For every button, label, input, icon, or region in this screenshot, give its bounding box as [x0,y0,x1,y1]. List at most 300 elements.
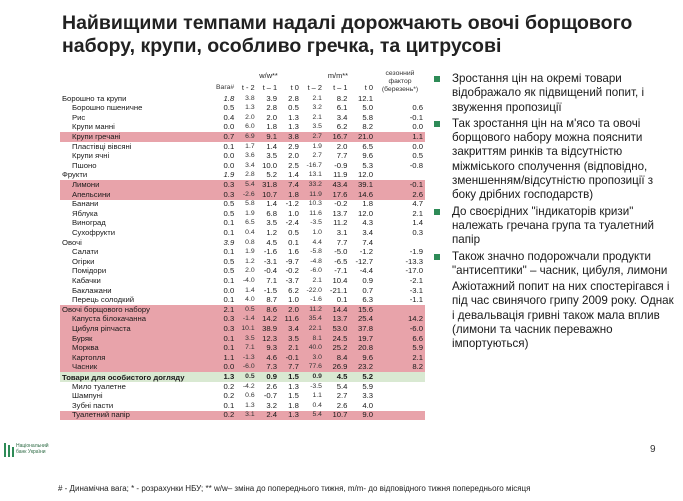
value-cell: 9.6 [362,151,373,161]
value-cell: 0.1 [288,237,299,247]
seasonal-factor-cell: 0.0 [412,122,423,132]
value-cell: 2.6 [336,400,348,410]
weight-header: Вага# [216,83,235,91]
value-cell: 1.3 [245,401,255,409]
table-row [60,295,425,305]
value-cell: 11.9 [301,190,324,200]
weight-cell: 1.9 [223,170,235,180]
row-label: Банани [72,199,99,209]
value-cell: 10.7 [324,411,350,421]
value-cell: -1.2 [359,247,373,257]
value-cell: 11.2 [301,305,324,315]
value-cell: 14.2 [257,315,279,325]
weight-cell: 1.1 [210,353,236,363]
value-cell: 10.3 [308,200,322,208]
value-cell: 5.9 [362,381,373,391]
seasonal-factor-cell: -0.8 [409,160,423,170]
weight-cell: 0.0 [223,122,235,132]
value-cell: 1.8 [279,190,301,200]
value-cell: -0.2 [334,199,348,209]
value-cell: 8.2 [362,122,373,132]
table-row [60,142,425,152]
row-label: Пшоно [72,160,97,170]
weight-cell: 0.1 [223,295,235,305]
value-cell: 1.0 [288,208,299,218]
value-cell: -9.7 [285,256,299,266]
table-row [60,286,425,296]
seasonal-factor-cell: 2.1 [375,353,425,363]
value-cell: 2.0 [245,113,255,121]
weight-cell: 1.3 [210,372,236,382]
value-cell: 3.3 [362,391,373,401]
value-cell: 2.5 [288,160,299,170]
row-label: Овочі [62,237,82,247]
value-cell: 3.2 [312,104,322,112]
value-cell: 1.3 [288,112,299,122]
table-row [60,161,425,171]
row-label: Мило туалетне [72,381,126,391]
seasonal-factor-cell [375,382,425,392]
value-cell: 3.5 [279,334,301,344]
value-cell: 0.9 [362,275,373,285]
value-cell: 1.8 [266,122,278,132]
value-cell: 2.8 [288,93,299,103]
weight-cell: 0.1 [223,141,235,151]
value-cell: 12.1 [358,93,373,103]
value-cell: 0.4 [245,229,255,236]
value-cell: -3.1 [263,256,278,266]
weight-cell: 0.3 [210,190,236,200]
table-row [60,276,425,286]
seasonal-factor-cell [375,238,425,248]
row-label: Фрукти [62,170,88,180]
row-label: Туалетний папір [60,411,210,421]
value-cell: 21.0 [349,132,375,142]
weight-cell: 0.5 [223,103,235,113]
bullet-square-icon [434,76,440,82]
bullet-item: Так зростання цін на м'ясо та овочі борщового набору можна пояснити закриттям ринків та відсутністю міжміського сполучення (відповідно, зменшенням/відсутністю пропозиції з боку дрібних господарств) [432,117,678,203]
value-cell: 2.0 [245,267,255,275]
value-cell: 6.1 [336,103,348,113]
value-cell: 22.1 [301,324,324,334]
value-cell: 10.1 [236,324,256,334]
table-row [60,267,425,277]
value-cell: 3.4 [279,324,301,334]
value-cell: -1.3 [236,353,256,363]
weight-cell: 3.9 [223,237,235,247]
price-growth-table [60,70,425,420]
table-row [60,257,425,267]
weight-cell: 0.1 [223,400,235,410]
weight-cell: 2.1 [210,305,236,315]
seasonal-factor-cell: -6.0 [375,324,425,334]
value-cell: 1.6 [288,247,299,257]
seasonal-factor-cell: 0.3 [412,228,423,237]
table-row [60,190,425,200]
value-cell: -1.2 [285,199,299,209]
value-cell: 3.5 [266,218,278,228]
value-cell: 43.4 [324,180,350,190]
value-cell: 1.2 [266,228,278,237]
row-label: Яблука [72,208,98,218]
value-cell: -1.5 [263,285,278,295]
value-cell: 3.5 [236,334,256,344]
table-row [60,382,425,392]
value-cell: 6.2 [288,285,299,295]
seasonal-factor-cell: -3.1 [409,285,423,295]
value-cell: -16.7 [306,161,322,169]
row-label: Крупи манні [72,122,115,132]
table-row [60,123,425,133]
value-cell: 40.0 [301,343,324,353]
value-cell: 2.4 [257,411,279,421]
value-cell: 11.9 [333,170,348,180]
seasonal-factor-cell: 8.2 [375,363,425,373]
row-label: Помідори [72,266,107,276]
value-cell: 19.7 [349,334,375,344]
seasonal-factor-cell: -17.0 [405,266,423,276]
value-cell: 7.7 [336,151,348,161]
value-cell: 5.4 [301,411,324,421]
value-cell: -6.5 [334,256,348,266]
bullet-item: Також значно подорожчали продукти "антисептики" – часник, цибуля, лимони [432,250,678,279]
table-header-row-periods [60,82,425,94]
seasonal-factor-cell [375,391,425,401]
value-cell: 7.1 [236,343,256,353]
row-label: Зубні пасти [72,400,114,410]
value-cell: 2.1 [312,94,322,102]
value-cell: 14.4 [324,305,350,315]
row-label: Лимони [60,180,210,190]
commentary [432,72,678,352]
value-cell: 6.0 [245,123,255,131]
nbu-logo [4,439,54,465]
value-cell: 2.0 [288,151,299,161]
row-label: Виноград [72,218,106,228]
row-label: Крупи гречані [60,132,210,142]
table-row [60,372,425,382]
value-cell: 1.4 [288,170,299,180]
seasonal-factor-cell: -2.1 [409,275,423,285]
table-row [60,248,425,258]
seasonal-factor-cell: 2.6 [375,190,425,200]
bullet-square-icon [434,209,440,215]
weight-cell: 0.0 [223,285,235,295]
bullet-item: Зростання цін на окремі товари відображало як підвищений попит, і звуження пропозиції [432,72,678,115]
value-cell: 11.6 [279,315,301,325]
value-cell: 7.4 [279,180,301,190]
seasonal-factor-cell [375,94,425,104]
value-cell: 2.7 [336,391,348,401]
weight-cell: 0.3 [210,315,236,325]
table-row [60,228,425,238]
value-cell: 2.8 [245,171,255,179]
table-row [60,324,425,334]
bullet-square-icon [434,121,440,127]
value-cell: 13.1 [308,171,322,179]
seasonal-factor-cell: -0.1 [409,112,423,122]
value-cell: 20.8 [349,343,375,353]
table-row [60,152,425,162]
value-cell: 3.4 [362,228,373,237]
value-cell: 2.0 [266,112,278,122]
table-row [60,238,425,248]
value-cell: 9.1 [257,132,279,142]
value-cell: 2.6 [266,381,278,391]
row-label: Овочі борщового набору [60,305,210,315]
row-label: Цибуля ріпчаста [60,324,210,334]
value-cell: 6.3 [362,295,373,305]
value-cell: -0.1 [279,353,301,363]
value-cell: 8.6 [257,305,279,315]
seasonal-factor-cell: -13.3 [405,256,423,266]
value-cell: -22.0 [306,286,322,294]
value-cell: 1.8 [288,400,299,410]
value-cell: 13.7 [332,208,348,218]
weight-cell: 0.5 [223,256,235,266]
period-header: t – 1 [262,82,278,92]
value-cell: 5.3 [362,160,373,170]
weight-cell: 0.2 [223,381,235,391]
value-cell: 2.9 [288,141,299,151]
weight-cell: 0.3 [210,180,236,190]
value-cell: 1.1 [312,392,322,400]
value-cell: 17.6 [324,190,350,200]
value-cell: 26.9 [324,363,350,373]
value-cell: 6.5 [245,219,255,227]
weight-cell: 0.1 [223,218,235,228]
weight-cell: 0.1 [210,343,236,353]
logo-text: Національний банк України [16,443,49,455]
table-row [60,180,425,190]
value-cell: 0.7 [362,285,373,295]
value-cell: 2.8 [266,103,278,113]
value-cell: 2.0 [279,305,301,315]
seasonal-factor-cell [375,171,425,181]
value-cell: 1.9 [245,209,255,217]
value-cell: 12.0 [358,208,373,218]
value-cell: 6.5 [362,141,373,151]
value-cell: 2.1 [279,343,301,353]
value-cell: 10.0 [262,160,278,170]
row-label: Буряк [60,334,210,344]
row-label: Борошно пшеничне [72,103,143,113]
value-cell: 14.6 [349,190,375,200]
table-row [60,171,425,181]
value-cell: 13.7 [324,315,350,325]
value-cell: -3.5 [310,382,322,390]
value-cell: -2.6 [236,190,256,200]
seasonal-factor-cell: 4.7 [412,199,423,209]
row-label: Апельсини [60,190,210,200]
table-row [60,315,425,325]
value-cell: 1.2 [245,257,255,265]
table-row [60,132,425,142]
value-cell: 7.7 [279,363,301,373]
value-cell: 6.9 [236,132,256,142]
value-cell: 0.1 [336,295,348,305]
weight-cell: 0.5 [223,208,235,218]
seasonal-factor-cell: 14.2 [375,315,425,325]
value-cell: 8.2 [336,93,348,103]
seasonal-factor-cell [375,372,425,382]
weight-cell: 0.5 [223,199,235,209]
value-cell: 1.3 [279,411,301,421]
mm-header: m/m** [327,70,348,80]
value-cell: 1.7 [245,142,255,150]
value-cell: -1.6 [310,296,322,304]
period-header: t 0 [364,82,373,92]
value-cell: 5.2 [349,372,375,382]
seasonal-factor-cell: 1.1 [375,132,425,142]
value-cell: 31.8 [257,180,279,190]
seasonal-factor-cell [375,411,425,421]
table-row [60,334,425,344]
page-number: 9 [650,444,656,455]
value-cell: 4.6 [257,353,279,363]
table-row [60,305,425,315]
value-cell: -4.2 [242,382,255,390]
table-row [60,353,425,363]
value-cell: 33.2 [301,180,324,190]
weight-cell: 0.2 [223,391,235,401]
value-cell: 3.5 [312,123,322,131]
row-label: Капуста білокачанна [60,315,210,325]
value-cell: 15.6 [349,305,375,315]
weight-cell: 0.3 [210,324,236,334]
value-cell: 0.4 [312,401,322,409]
weight-cell: 0.0 [210,363,236,373]
value-cell: 25.4 [349,315,375,325]
value-cell: 4.0 [362,400,373,410]
seasonal-factor-cell: 1.4 [412,218,423,228]
value-cell: 2.7 [312,152,322,160]
seasonal-factor-cell: 0.0 [412,141,423,151]
row-label: Кабачки [72,275,101,285]
seasonal-factor-cell: -0.1 [375,180,425,190]
value-cell: 10.4 [332,275,348,285]
value-cell: 0.5 [288,228,299,237]
value-cell: 1.9 [312,142,322,150]
row-label: Сухофрукти [72,228,116,237]
value-cell: 4.0 [245,296,255,304]
row-label: Крупи ячні [72,151,110,161]
weight-cell: 0.7 [210,132,236,142]
value-cell: -0.2 [285,266,299,276]
value-cell: 2.1 [312,113,322,121]
row-label: Перець солодкий [72,295,135,305]
row-label: Борошно та крупи [62,93,127,103]
value-cell: 1.9 [245,248,255,256]
value-cell: 38.9 [257,324,279,334]
value-cell: 7.1 [266,275,278,285]
weight-cell: 0.1 [210,334,236,344]
row-label: Картопля [60,353,210,363]
value-cell: 5.8 [245,200,255,208]
value-cell: -5.8 [310,248,322,256]
weight-cell: 0.4 [223,112,235,122]
seasonal-factor-cell: 2.1 [412,208,423,218]
value-cell: 0.5 [236,305,256,315]
ww-header: w/w** [259,70,278,80]
value-cell: 25.2 [324,343,350,353]
value-cell: 6.8 [266,208,278,218]
table-row [60,363,425,373]
period-header: t – 2 [307,82,322,92]
value-cell: 37.8 [349,324,375,334]
value-cell: -12.7 [355,256,373,266]
value-cell: 5.8 [362,112,373,122]
value-cell: 53.0 [324,324,350,334]
weight-cell: 0.1 [223,228,235,237]
seasonal-factor-cell [375,305,425,315]
row-label: Баклажани [72,285,112,295]
value-cell: 4.5 [324,372,350,382]
value-cell: 1.0 [288,295,299,305]
value-cell: 0.5 [288,103,299,113]
value-cell: 4.3 [362,218,373,228]
row-label: Пластівці вівсяні [72,141,132,151]
bullet-continuation: Ажіотажний попит на них спостерігався і під час свинячого грипу 2009 року. Однак і девальвація гривні також мала вплив (лимони та часник переважно імпортуються) [452,280,674,351]
table-body [60,94,425,420]
weight-cell: 0.2 [210,411,236,421]
value-cell: 1.0 [312,229,322,236]
weight-cell: 0.1 [223,247,235,257]
value-cell: 1.5 [288,391,299,401]
value-cell: 3.1 [336,228,348,237]
value-cell: 0.9 [257,372,279,382]
seasonal-factor-cell: -1.1 [409,295,423,305]
value-cell: 1.3 [288,122,299,132]
value-cell: -4.0 [242,276,255,284]
seasonal-factor-cell: 6.6 [375,334,425,344]
value-cell: 2.1 [312,276,322,284]
value-cell: 3.4 [336,112,348,122]
value-cell: 7.7 [336,237,348,247]
value-cell: 3.1 [236,411,256,421]
table-row [60,411,425,421]
value-cell: 3.0 [301,353,324,363]
value-cell: -1.6 [263,247,278,257]
value-cell: 16.7 [324,132,350,142]
value-cell: 3.5 [266,151,278,161]
value-cell: -0.9 [334,160,348,170]
row-label: Салати [72,247,99,257]
value-cell: 9.6 [349,353,375,363]
value-cell: 11.6 [309,209,322,217]
value-cell: 4.5 [266,237,278,247]
value-cell: 5.2 [266,170,278,180]
row-label: Огірки [72,256,95,266]
value-cell: 1.3 [245,104,255,112]
value-cell: 9.0 [349,411,375,421]
row-label: Шампуні [72,391,103,401]
value-cell: 23.2 [349,363,375,373]
weight-cell: 0.0 [223,151,235,161]
value-cell: -0.7 [263,391,278,401]
value-cell: -2.4 [285,218,299,228]
value-cell: 8.4 [324,353,350,363]
table-row [60,391,425,401]
table-row [60,401,425,411]
value-cell: 1.5 [279,372,301,382]
value-cell: 3.6 [245,152,255,160]
value-cell: 5.4 [336,381,348,391]
period-header: t 0 [290,82,299,92]
value-cell: 7.4 [362,237,373,247]
value-cell: 1.4 [245,286,255,294]
value-cell: 77.6 [301,363,324,373]
